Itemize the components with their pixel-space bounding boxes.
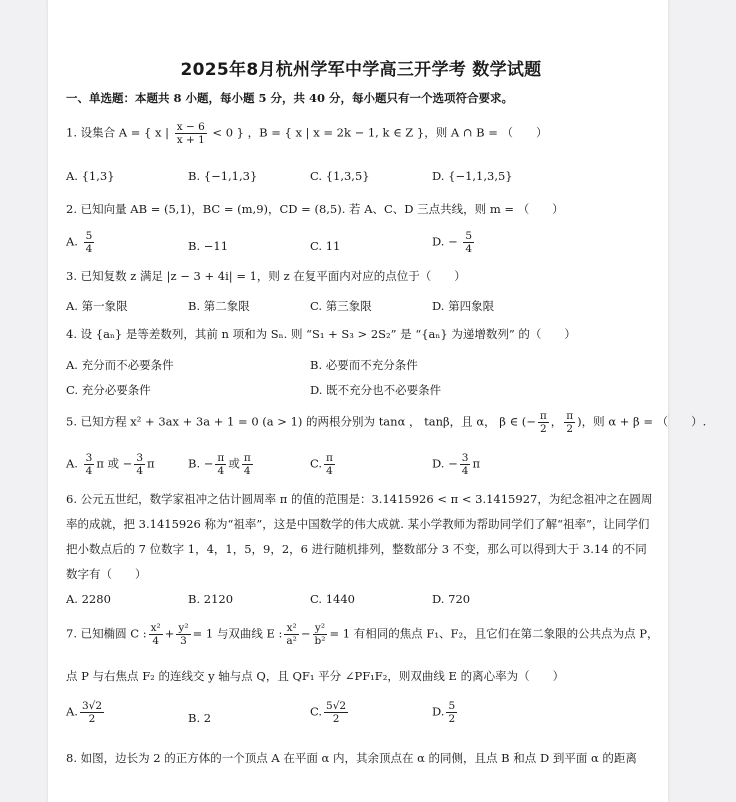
q1-option-d[interactable]: D. {−1,1,3,5} [432,169,513,183]
q6-option-a[interactable]: A. 2280 [66,592,111,606]
q1-option-b[interactable]: B. {−1,1,3} [188,169,258,183]
q7-minus: − [300,626,311,641]
q2-a-label: A. [66,234,78,249]
q7-option-b[interactable]: B. 2 [188,711,212,725]
q7-frac-xa [284,622,298,647]
q3-option-c[interactable]: C. 第三象限 [310,299,372,313]
q5-b-label: B. − [188,456,214,471]
q5-b-den1: 4 [217,465,225,478]
question-8-stem: 8. 如图，边长为 2 的正方体的一个顶点 A 在平面 α 内，其余顶点在 α 的同侧，且点 B 和点 D 到平面 α 的距离 [66,751,637,765]
q2-a-num: 5 [85,230,93,242]
q7-c-den: 2 [332,713,340,726]
question-3-stem: 3. 已知复数 z 满足 |z − 3 + 4i| = 1，则 z 在复平面内对应的点位于（ ） [66,269,466,283]
q5-frac-2 [564,410,575,435]
q5-d-frac [460,452,471,477]
question-7-stem [66,622,658,647]
q3-option-b[interactable]: B. 第二象限 [188,299,250,313]
q6-option-b[interactable]: B. 2120 [188,592,234,606]
q7-plus: + [164,626,175,641]
question-5-stem [66,410,706,435]
q5-d-end: π [472,456,481,471]
q5-b-mid: 或 [228,456,240,471]
q7-y2b: y² [313,622,328,635]
q5-frac2-den: 2 [566,423,574,436]
q7-x2: x² [150,622,161,634]
q7-c-frac [324,700,348,725]
q5-b-frac1 [215,452,226,477]
q5-frac-1 [538,410,549,435]
section-heading: 一、单选题：本题共 8 小题，每小题 5 分，共 40 分，每小题只有一个选项符合要求。 [66,91,514,105]
q5-c-den: 4 [326,465,333,478]
q1-option-c[interactable]: C. {1,3,5} [310,169,370,183]
q5-a-label: A. [66,456,78,471]
q1-option-a[interactable]: A. {1,3} [66,169,115,183]
q5-frac2-num: π [566,410,574,422]
q2-a-den: 4 [85,243,93,256]
document-page [48,0,707,802]
q7-d-num: 5 [448,700,456,712]
q5-b-den2: 4 [243,465,251,478]
q5-frac1-num: π [539,410,547,422]
q7-x2b: x² [284,622,298,635]
q2-a-fraction [84,230,95,255]
question-6-stem: 6. 公元五世纪，数学家祖冲之估计圆周率 π 的值的范围是：3.1415926 < π < 3.1415927，为纪念祖冲之在圆周率的成就，把 3.1415926 称为“祖率”，这是中国数学的伟大成就. 某小学教师为帮助同学们了解“祖率”，让同学们把小数点后的 7 位数字 1，4，1，5，9，2，6 进行随机排列，整数部分 3 不变，那么可以得到大于 3.14 的不同数字有（ ） [66,492,653,581]
q7-y2: y² [178,622,189,634]
q7-option-c[interactable] [310,700,350,725]
q1-suffix: < 0 } ，B = { x | x = 2k − 1, k ∈ Z }，则 A ∩ B = （ ） [212,125,548,140]
q6-option-d[interactable]: D. 720 [432,592,471,606]
question-2-stem: 2. 已知向量 AB = (5,1)，BC = (m,9)，CD = (8,5). 若 A、C、D 三点共线，则 m = （ ） [66,202,564,216]
q5-option-a[interactable] [66,452,155,477]
q7-eq1: = 1 与双曲线 E : [192,626,283,641]
q5-frac1-den: 2 [539,423,547,436]
q5-d-num: 3 [461,452,469,464]
q4-option-d[interactable]: D. 既不充分也不必要条件 [310,383,442,397]
question-7-line2: 点 P 与右焦点 F₂ 的连线交 y 轴与点 Q，且 QF₁ 平分 ∠PF₁F₂，则双曲线 E 的离心率为（ ） [66,669,565,683]
q2-d-fraction [463,230,474,255]
q7-frac-x [149,622,163,647]
q7-c-label: C. [310,704,323,719]
q6-option-c[interactable]: C. 1440 [310,592,355,606]
q7-option-d[interactable] [432,700,459,725]
q4-option-b[interactable]: B. 必要而不充分条件 [310,358,418,372]
q1-frac-num: x − 6 [176,121,205,133]
q5-b-frac2 [242,452,253,477]
q5-b-num2: π [243,452,251,464]
q5-a-frac2 [134,452,145,477]
q5-mid: ， [550,414,563,429]
q2-d-den: 4 [465,243,473,256]
q7-a-label: A. [66,704,78,719]
q2-option-b[interactable]: B. −11 [188,239,229,253]
q7-three: 3 [180,635,187,648]
q5-a-den2: 4 [136,465,144,478]
q5-c-frac [324,452,335,477]
q5-b-num1: π [217,452,225,464]
q2-option-a[interactable] [66,230,96,255]
q5-suffix: )，则 α + β = （ ）. [577,414,707,429]
q5-a-num2: 3 [136,452,144,464]
q7-c-num: 5√2 [326,700,347,712]
q7-a-den: 2 [88,713,96,726]
q7-a-num: 3√2 [81,700,103,712]
q7-frac-yb [313,622,328,647]
q7-frac-y [176,622,190,647]
q7-b2: b² [314,635,326,648]
q5-d-den: 4 [461,465,469,478]
q2-d-label: D. − [432,234,458,249]
q7-a2: a² [286,635,297,648]
q7-prefix: 7. 已知椭圆 C : [66,626,147,641]
question-4-stem: 4. 设 {aₙ} 是等差数列，其前 n 项和为 Sₙ. 则 “S₁ + S₃ > 2S₂” 是 “{aₙ} 为递增数列” 的（ ） [66,327,576,341]
q5-a-frac1 [84,452,95,477]
q7-a-frac [80,700,104,725]
q2-option-c[interactable]: C. 11 [310,239,341,253]
question-1-stem [66,121,548,146]
q7-option-a[interactable] [66,700,106,725]
q5-d-label: D. − [432,456,458,471]
q5-option-d[interactable] [432,452,480,477]
q1-fraction [175,121,207,146]
q3-option-a[interactable]: A. 第一象限 [66,299,128,313]
q5-a-mid: π 或 − [96,456,133,471]
q5-c-num: π [326,452,333,464]
q5-prefix: 5. 已知方程 x² + 3ax + 3a + 1 = 0 (a > 1) 的两根分别为 tanα ， tanβ，且 α， β ∈ (− [66,414,536,429]
q4-option-a[interactable]: A. 充分而不必要条件 [66,358,174,372]
q7-d-frac [446,700,457,725]
q7-d-den: 2 [448,713,456,726]
q5-option-b[interactable] [188,452,255,477]
q1-frac-den: x + 1 [176,134,205,147]
q3-option-d[interactable]: D. 第四象限 [432,299,495,313]
q1-prefix: 1. 设集合 A = { x | [66,125,170,140]
q2-d-num: 5 [465,230,473,242]
q5-option-c[interactable] [310,452,337,477]
q5-a-num1: 3 [85,452,93,464]
q2-option-d[interactable] [432,230,476,255]
q7-four: 4 [152,635,160,648]
q5-a-den1: 4 [85,465,93,478]
q4-option-c[interactable]: C. 充分必要条件 [66,383,151,397]
page-title: 2025年8月杭州学军中学高三开学考 数学试题 [180,60,542,80]
q5-c-label: C. [310,456,323,471]
q7-d-label: D. [432,704,445,719]
q5-a-end: π [147,456,155,471]
q7-eq2: = 1 有相同的焦点 F₁、F₂，且它们在第二象限的公共点为点 P， [329,626,659,641]
